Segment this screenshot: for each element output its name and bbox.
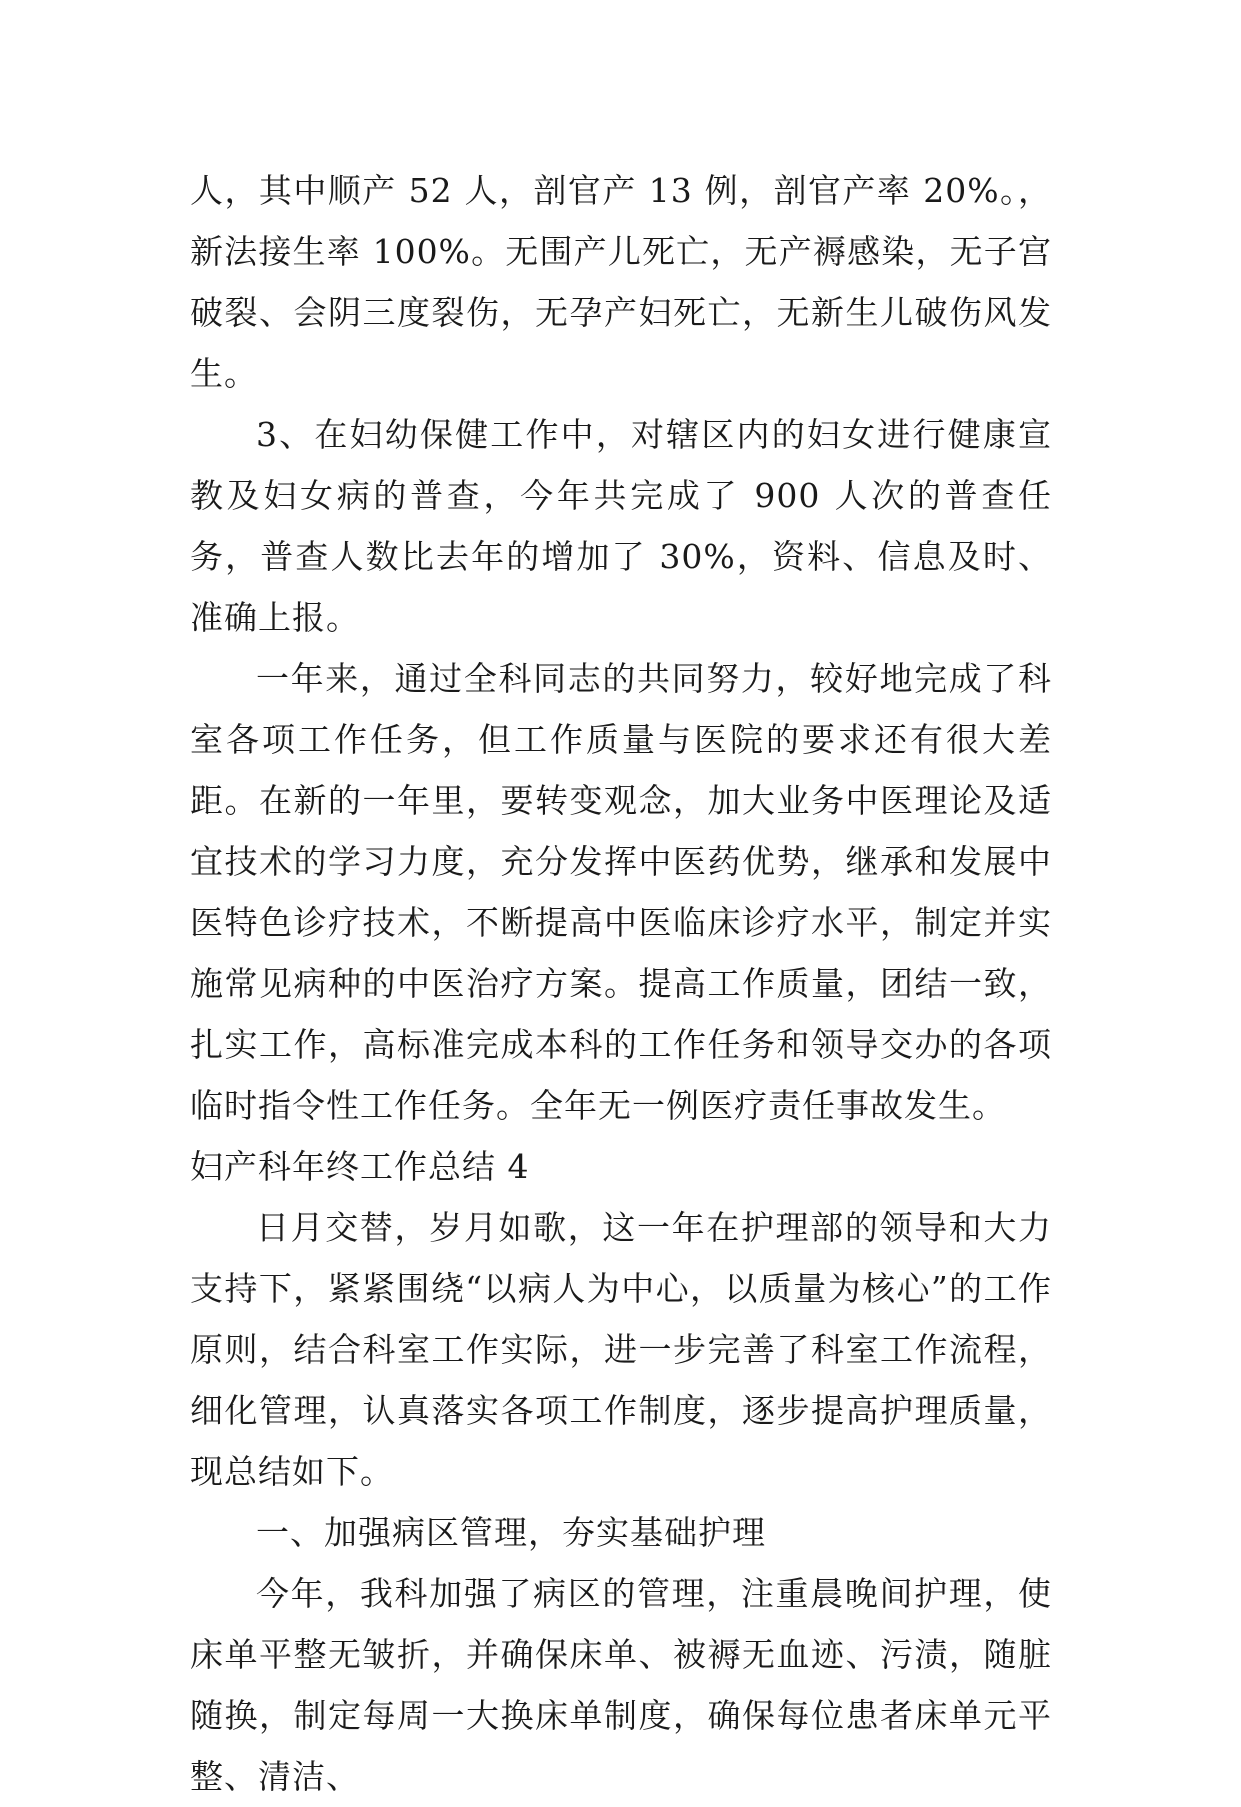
paragraph-intro: 日月交替，岁月如歌，这一年在护理部的领导和大力支持下，紧紧围绕“以病人为中心，以质量为核心”的工作原则，结合科室工作实际，进一步完善了科室工作流程，细化管理，认真落实各项工作制度，逐步提高护理质量，现总结如下。	[190, 1208, 1052, 1491]
document-body	[190, 160, 1052, 1807]
subheading-ward-management: 一、加强病区管理，夯实基础护理	[256, 1513, 766, 1552]
paragraph-ward-management: 今年，我科加强了病区的管理，注重晨晚间护理，使床单平整无皱折，并确保床单、被褥无血迹、污渍，随脏随换，制定每周一大换床单制度，确保每位患者床单元平整、清洁、	[190, 1574, 1052, 1796]
paragraph-delivery-stats: 人，其中顺产 52 人，剖官产 13 例，剖官产率 20%。，新法接生率 100%。无围产儿死亡，无产褥感染，无子宫破裂、会阴三度裂伤，无孕产妇死亡，无新生儿破伤风发生。	[190, 171, 1052, 393]
paragraph-maternal-child-health: 3、在妇幼保健工作中，对辖区内的妇女进行健康宣教及妇女病的普查，今年共完成了 900 人次的普查任务，普查人数比去年的增加了 30%，资料、信息及时、准确上报。	[190, 415, 1052, 637]
paragraph-year-summary: 一年来，通过全科同志的共同努力，较好地完成了科室各项工作任务，但工作质量与医院的要求还有很大差距。在新的一年里，要转变观念，加大业务中医理论及适宜技术的学习力度，充分发挥中医药优势，继承和发展中医特色诊疗技术，不断提高中医临床诊疗水平，制定并实施常见病种的中医治疗方案。提高工作质量，团结一致，扎实工作，高标准完成本科的工作任务和领导交办的各项临时指令性工作任务。全年无一例医疗责任事故发生。	[190, 659, 1052, 1125]
section-title: 妇产科年终工作总结 4	[190, 1147, 530, 1186]
